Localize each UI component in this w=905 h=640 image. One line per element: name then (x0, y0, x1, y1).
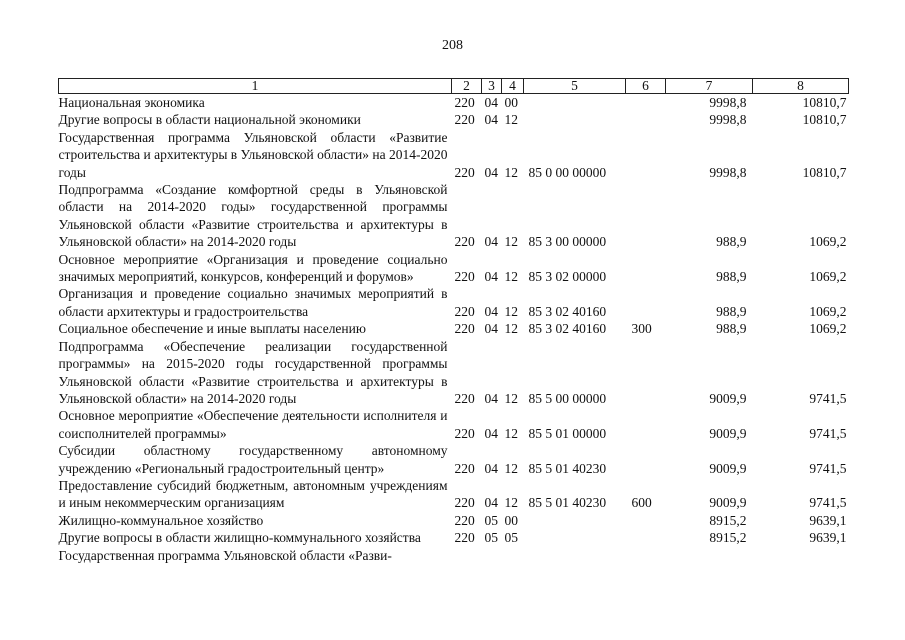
budget-code (452, 547, 482, 564)
subsection-code: 00 (504, 95, 518, 110)
target-article-code (524, 529, 626, 546)
section-code: 04 (484, 269, 498, 285)
section-code: 04 (484, 164, 498, 180)
page-number: 208 (442, 38, 463, 53)
expense-type-code (626, 94, 666, 112)
table-row (59, 94, 849, 112)
expense-type-code (626, 512, 666, 529)
column-header-3: 3 (482, 79, 502, 94)
subsection-code: 12 (504, 495, 518, 511)
amount-year-1: 9009,9 (709, 495, 747, 511)
target-article-code: 85 3 02 40160 (528, 321, 607, 337)
table-row (59, 547, 849, 564)
column-header-8: 8 (753, 79, 849, 94)
column-header-5: 5 (524, 79, 626, 94)
subsection-code: 12 (504, 269, 518, 285)
target-article-code (524, 94, 626, 112)
table-row (59, 407, 849, 442)
section-code: 04 (484, 112, 498, 128)
row-name: Другие вопросы в области жилищно-коммунального хозяйства (58, 530, 421, 546)
row-name: Основное мероприятие «Обеспечение деятельности исполнителя и соисполнителей программы» (58, 408, 448, 441)
budget-code: 220 (454, 495, 475, 511)
budget-code: 220 (454, 530, 475, 546)
section-code: 04 (484, 303, 498, 319)
budget-code: 220 (454, 303, 475, 319)
table-row (59, 111, 849, 128)
row-name: Государственная программа Ульяновской области «Разви- (58, 547, 392, 563)
amount-year-2: 1069,2 (809, 234, 847, 250)
table-header-row (59, 79, 849, 94)
section-code: 04 (484, 460, 498, 476)
expense-type-code (626, 181, 666, 251)
subsection-code: 12 (504, 234, 518, 250)
section-code: 04 (484, 495, 498, 511)
target-article-code: 85 3 02 00000 (528, 269, 607, 285)
table-row (59, 477, 849, 512)
table-row (59, 338, 849, 408)
budget-code: 220 (454, 112, 475, 128)
budget-code: 220 (454, 390, 475, 406)
row-name: Другие вопросы в области национальной экономики (58, 112, 361, 128)
column-header-2: 2 (452, 79, 482, 94)
target-article-code (524, 111, 626, 128)
expense-type-code (626, 285, 666, 320)
amount-year-2: 9741,5 (809, 495, 847, 511)
amount-year-2: 10810,7 (802, 164, 847, 180)
section-code: 04 (484, 234, 498, 250)
target-article-code: 85 3 00 00000 (528, 234, 607, 250)
subsection-code (502, 547, 524, 564)
row-name: Национальная экономика (58, 95, 205, 110)
amount-year-2: 1069,2 (809, 303, 847, 319)
section-code (482, 547, 502, 564)
budget-table (58, 78, 849, 564)
amount-year-2: 10810,7 (802, 112, 847, 128)
expense-type-code (626, 529, 666, 546)
amount-year-1: 9998,8 (709, 164, 747, 180)
target-article-code: 85 5 01 00000 (528, 425, 607, 441)
amount-year-1 (666, 547, 753, 564)
budget-code: 220 (454, 321, 475, 337)
amount-year-2: 9741,5 (809, 460, 847, 476)
table-row (59, 512, 849, 529)
amount-year-1: 988,9 (716, 321, 747, 337)
amount-year-2: 9639,1 (809, 512, 847, 528)
amount-year-2: 9741,5 (809, 425, 847, 441)
subsection-code: 12 (504, 425, 518, 441)
subsection-code: 12 (504, 303, 518, 319)
subsection-code: 00 (504, 512, 518, 528)
amount-year-1: 9009,9 (709, 425, 747, 441)
row-name: Социальное обеспечение и иные выплаты населению (58, 321, 366, 337)
amount-year-1: 8915,2 (709, 530, 747, 546)
column-header-6: 6 (626, 79, 666, 94)
subsection-code: 12 (504, 321, 518, 337)
row-name: Подпрограмма «Создание комфортной среды в Ульяновской области на 2014-2020 годы» государственной программы Ульяновской области «Развитие строительства и архитектуры в Ульяновской области» на 2014-2020 годы (58, 182, 448, 250)
amount-year-1: 9998,8 (709, 112, 747, 128)
table-row (59, 442, 849, 477)
section-code: 05 (484, 530, 498, 546)
row-name: Подпрограмма «Обеспечение реализации государственной программы» на 2015-2020 годы государственной программы Ульяновской области «Развитие строительства и архитектуры в Ульяновской области» на 2014-2020 годы (58, 338, 448, 406)
row-name: Основное мероприятие «Организация и проведение социально значимых мероприятий, конкурсов, конференций и форумов» (58, 251, 448, 285)
column-header-1: 1 (59, 79, 452, 94)
expense-type-code (626, 111, 666, 128)
expense-type-code: 600 (631, 495, 652, 511)
table-row (59, 285, 849, 320)
row-name: Государственная программа Ульяновской области «Развитие строительства и архитектуры в Ульяновской области» на 2014-2020 годы (58, 129, 448, 180)
expense-type-code (626, 407, 666, 442)
amount-year-2: 9639,1 (809, 530, 847, 546)
section-code: 04 (484, 95, 498, 110)
amount-year-1: 9009,9 (709, 460, 747, 476)
amount-year-1: 9009,9 (709, 390, 747, 406)
subsection-code: 12 (504, 112, 518, 128)
target-article-code: 85 5 00 00000 (528, 390, 607, 406)
budget-code: 220 (454, 425, 475, 441)
amount-year-1: 988,9 (716, 303, 747, 319)
expense-type-code (626, 129, 666, 181)
table-row (59, 129, 849, 181)
amount-year-2: 1069,2 (809, 269, 847, 285)
target-article-code: 85 0 00 00000 (528, 164, 607, 180)
budget-code: 220 (454, 164, 475, 180)
budget-code: 220 (454, 512, 475, 528)
expense-type-code: 300 (631, 321, 652, 337)
row-name: Субсидии областному государственному автономному учреждению «Региональный градостроительный центр» (58, 443, 448, 476)
table-row (59, 529, 849, 546)
section-code: 04 (484, 390, 498, 406)
subsection-code: 12 (504, 164, 518, 180)
table-row (59, 320, 849, 337)
target-article-code: 85 5 01 40230 (528, 495, 607, 511)
target-article-code (524, 547, 626, 564)
amount-year-2 (753, 547, 849, 564)
expense-type-code (626, 251, 666, 286)
column-header-4: 4 (502, 79, 524, 94)
table-row (59, 251, 849, 286)
subsection-code: 12 (504, 390, 518, 406)
table-body (59, 94, 849, 564)
budget-code: 220 (454, 269, 475, 285)
amount-year-1: 988,9 (716, 269, 747, 285)
column-header-7: 7 (666, 79, 753, 94)
amount-year-1: 988,9 (716, 234, 747, 250)
amount-year-1: 8915,2 (709, 512, 747, 528)
section-code: 04 (484, 425, 498, 441)
expense-type-code (626, 547, 666, 564)
expense-type-code (626, 338, 666, 408)
row-name: Организация и проведение социально значимых мероприятий в области архитектуры и градостроительства (58, 286, 448, 319)
amount-year-2: 9741,5 (809, 390, 847, 406)
amount-year-2: 1069,2 (809, 321, 847, 337)
row-name: Предоставление субсидий бюджетным, автономным учреждениям и иным некоммерческим организациям (58, 477, 448, 511)
budget-code: 220 (454, 460, 475, 476)
section-code: 05 (484, 512, 498, 528)
expense-type-code (626, 442, 666, 477)
budget-code: 220 (454, 95, 475, 110)
target-article-code: 85 5 01 40230 (528, 460, 607, 476)
amount-year-1: 9998,8 (709, 95, 747, 110)
table-row (59, 181, 849, 251)
amount-year-2: 10810,7 (802, 95, 847, 110)
section-code: 04 (484, 321, 498, 337)
target-article-code: 85 3 02 40160 (528, 303, 607, 319)
budget-code: 220 (454, 234, 475, 250)
target-article-code (524, 512, 626, 529)
row-name: Жилищно-коммунальное хозяйство (58, 512, 264, 528)
subsection-code: 12 (504, 460, 518, 476)
subsection-code: 05 (504, 530, 518, 546)
